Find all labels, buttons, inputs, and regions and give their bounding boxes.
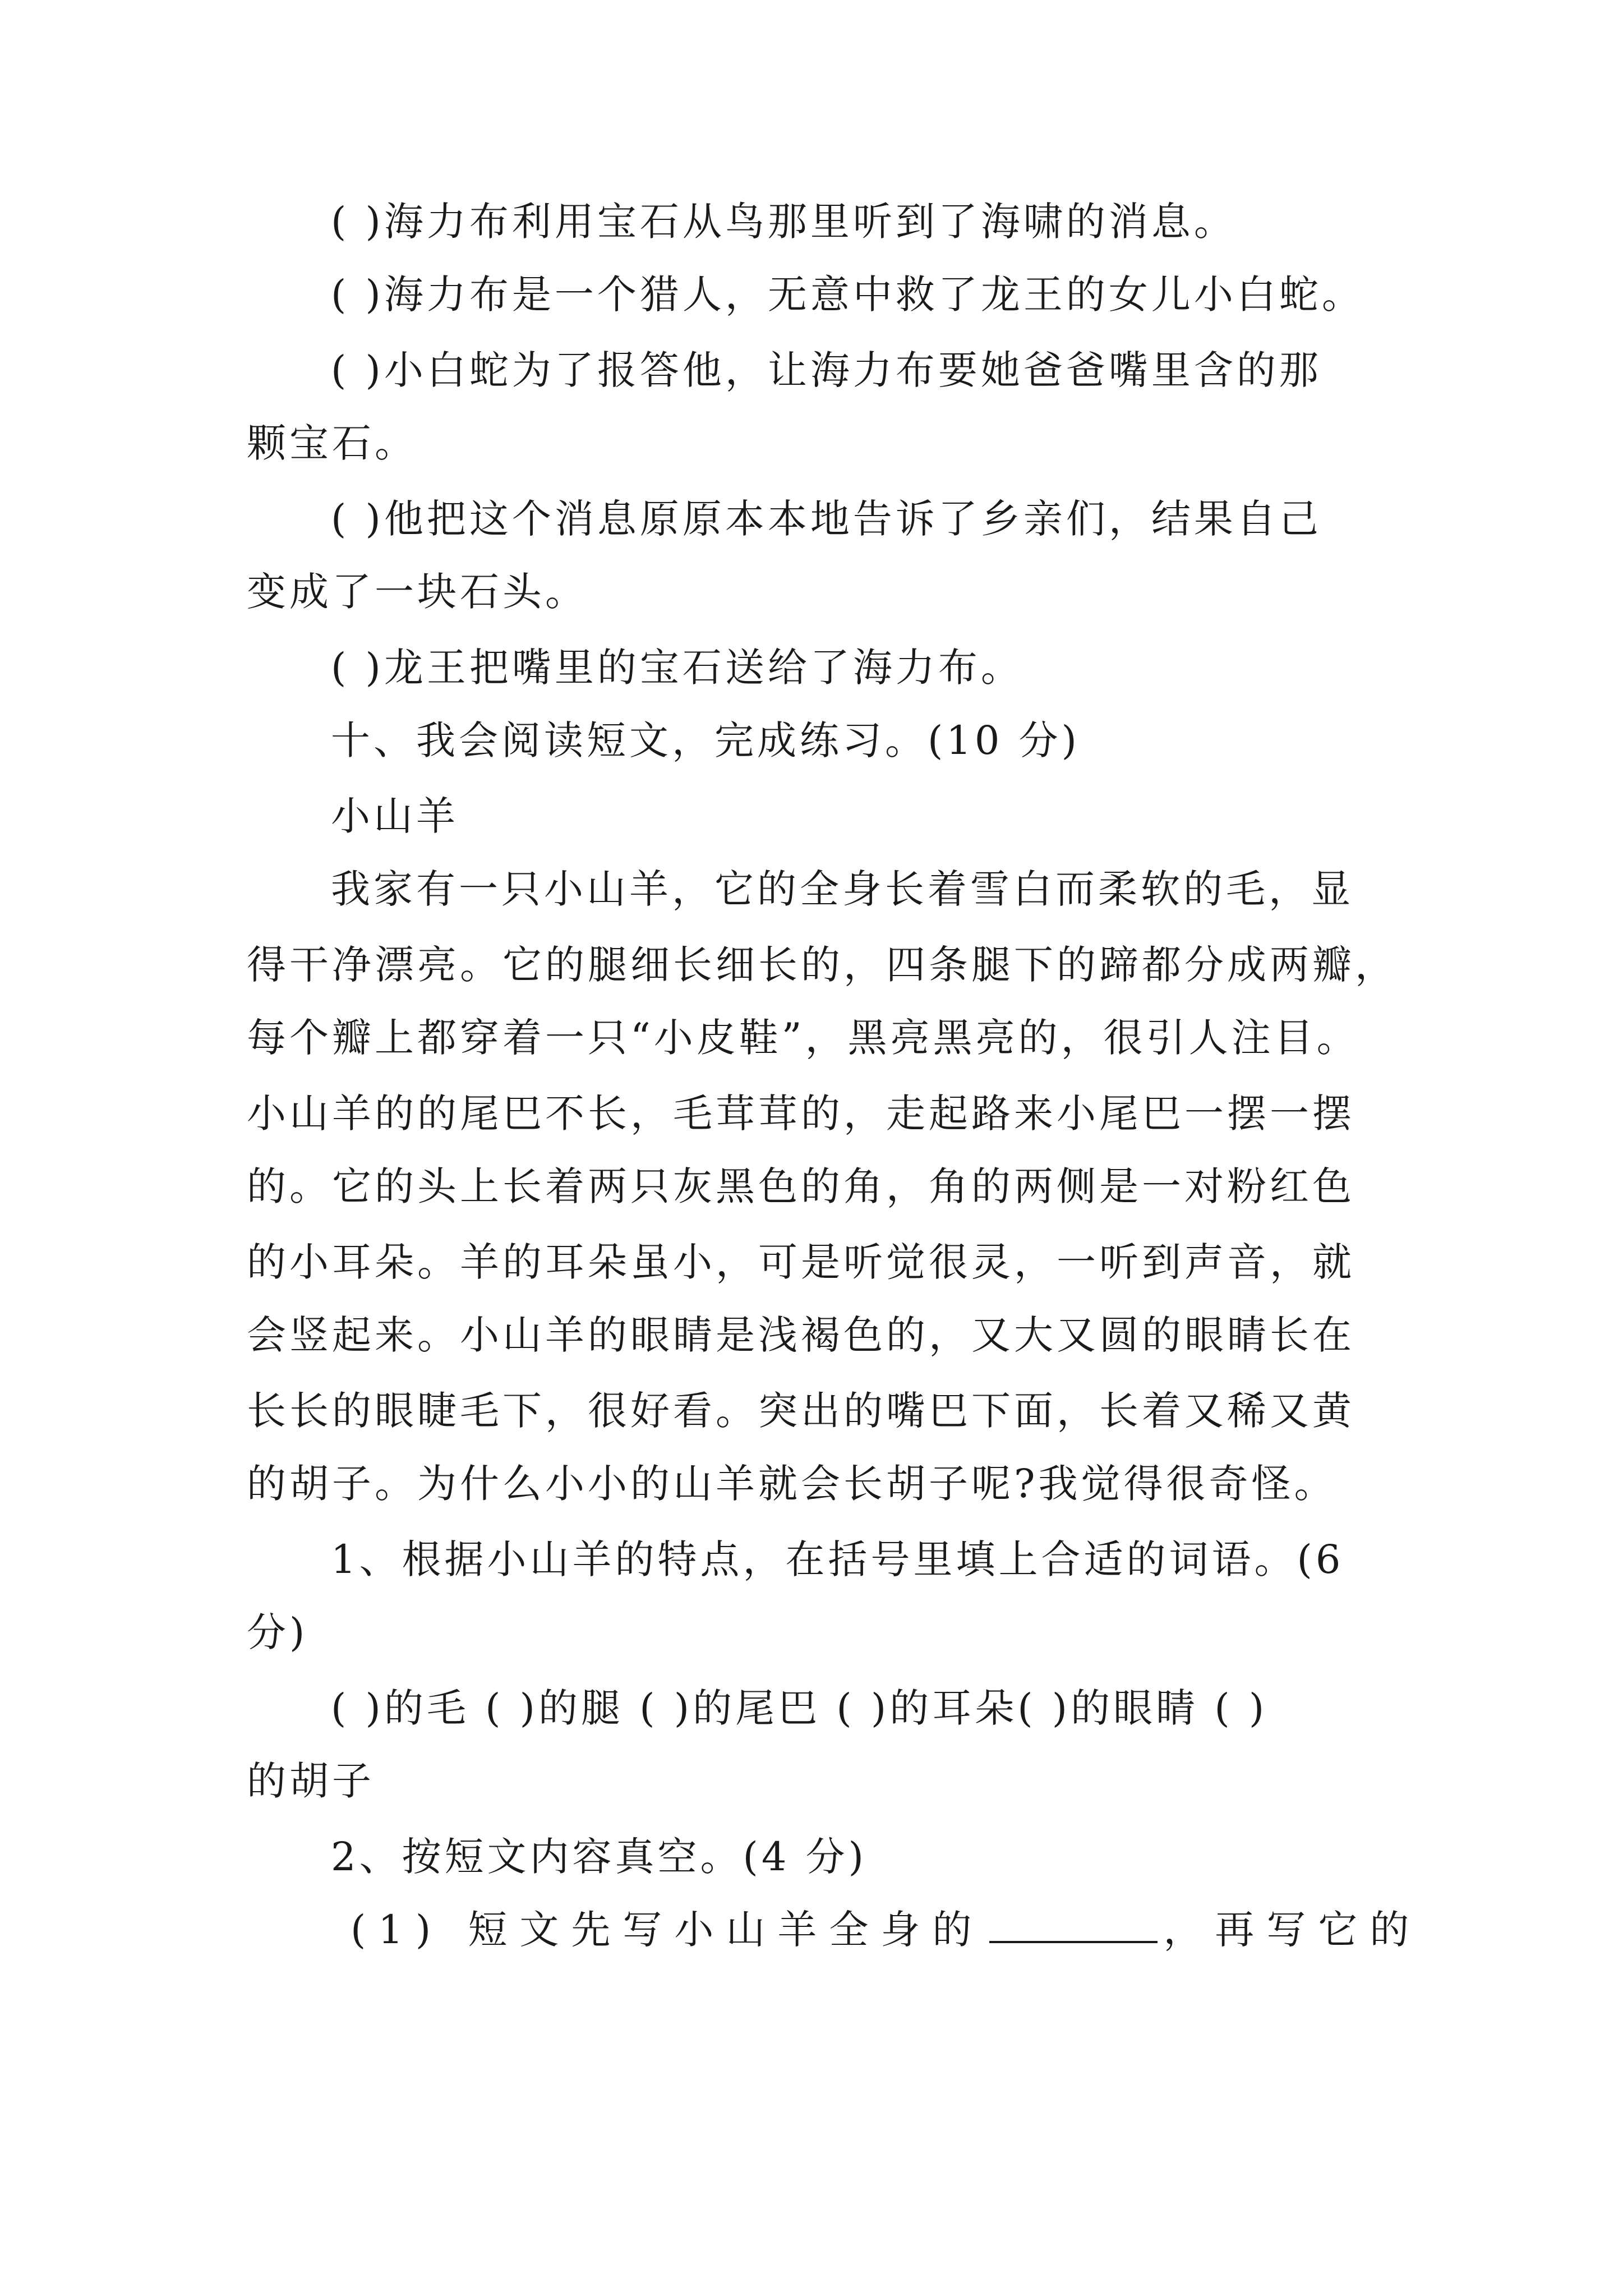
passage-title: 小山羊	[331, 793, 459, 839]
order-item-3-cont: 颗宝石。	[247, 420, 417, 466]
section-heading: 十、我会阅读短文，完成练习。(10 分)	[331, 717, 1080, 763]
order-item-1: ( )海力布利用宝石从鸟那里听到了海啸的消息。	[331, 199, 1237, 245]
fill-in-line-cont: 的胡子	[247, 1758, 375, 1804]
passage-line: 的胡子。为什么小小的山羊就会长胡子呢?我觉得很奇怪。	[247, 1461, 1337, 1507]
fill-in-line: ( )的毛 ( )的腿 ( )的尾巴 ( )的耳朵( )的眼睛 ( )	[331, 1685, 1268, 1731]
question-1: 1、根据小山羊的特点，在括号里填上合适的词语。(6	[331, 1536, 1344, 1582]
passage-line: 每个瓣上都穿着一只“小皮鞋”，黑亮黑亮的，很引人注目。	[247, 1015, 1359, 1061]
order-item-2: ( )海力布是一个猎人，无意中救了龙王的女儿小白蛇。	[331, 272, 1364, 318]
answer-blank	[989, 1905, 1158, 1943]
passage-line: 的。它的头上长着两只灰黑色的角，角的两侧是一对粉红色	[247, 1163, 1355, 1209]
passage-line: 会竖起来。小山羊的眼睛是浅褐色的，又大又圆的眼睛长在	[247, 1312, 1355, 1358]
passage-line: 我家有一只小山羊，它的全身长着雪白而柔软的毛，显	[331, 866, 1354, 912]
question-2: 2、按短文内容真空。(4 分)	[331, 1834, 867, 1880]
passage-line: 小山羊的的尾巴不长，毛茸茸的，走起路来小尾巴一摆一摆	[247, 1091, 1355, 1137]
sub-question-text: (1) 短文先写小山羊全身的	[351, 1907, 984, 1953]
passage-line: 的小耳朵。羊的耳朵虽小，可是听觉很灵，一听到声音，就	[247, 1239, 1355, 1285]
order-item-5: ( )龙王把嘴里的宝石送给了海力布。	[331, 645, 1023, 691]
sub-question-text-cont: ，再写它的	[1163, 1907, 1422, 1953]
order-item-4: ( )他把这个消息原原本本地告诉了乡亲们，结果自己	[331, 496, 1322, 542]
passage-line: 长长的眼睫毛下，很好看。突出的嘴巴下面，长着又稀又黄	[247, 1388, 1355, 1434]
order-item-4-cont: 变成了一块石头。	[247, 569, 588, 615]
question-1-cont: 分)	[247, 1609, 308, 1655]
passage-line: 得干净漂亮。它的腿细长细长的，四条腿下的蹄都分成两瓣，	[247, 942, 1398, 988]
question-2-sub-1	[351, 1899, 1421, 1961]
order-item-3: ( )小白蛇为了报答他，让海力布要她爸爸嘴里含的那	[331, 347, 1322, 393]
